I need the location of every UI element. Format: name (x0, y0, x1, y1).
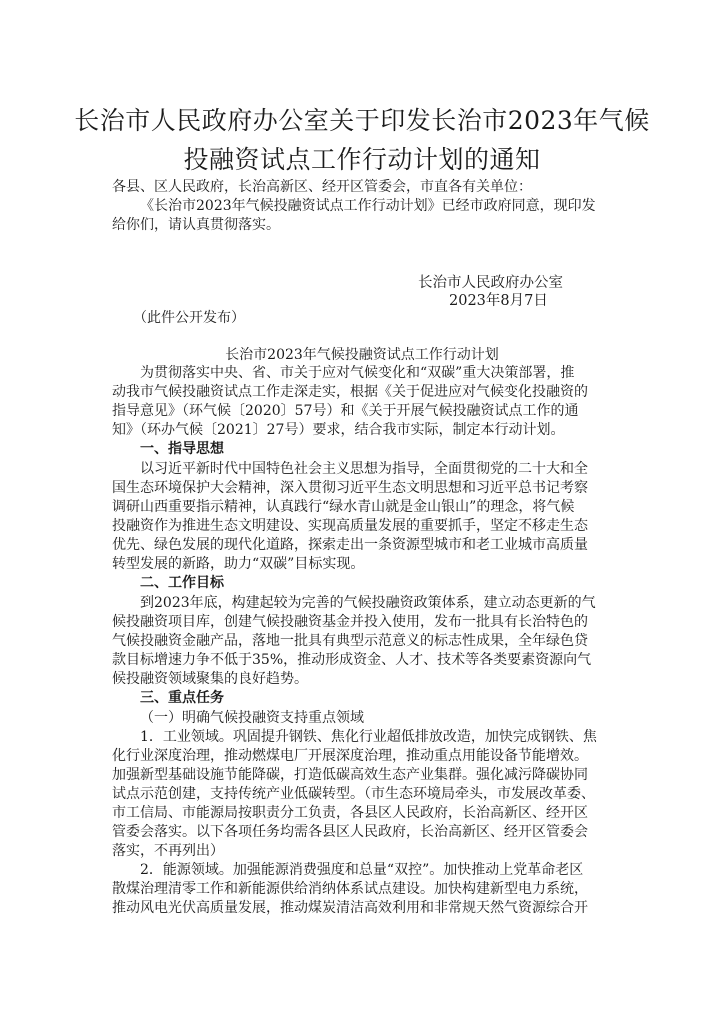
task-1-line: 管委会落实。以下各项任务均需各县区人民政府，长治高新区、经开区管委会 (112, 824, 588, 840)
section-2-heading: 二、工作目标 (140, 575, 224, 591)
intro-line: 动我市气候投融资试点工作走深走实，根据《关于促进应对气候变化投融资的 (112, 384, 588, 400)
section-2-line: 候投融资领域聚集的良好趋势。 (112, 671, 308, 687)
plan-title: 长治市2023年气候投融资试点工作行动计划 (225, 347, 499, 363)
document-title-line-1: 长治市人民政府办公室关于印发长治市2023年气候 (74, 106, 650, 135)
section-2-line: 到2023年底，构建起较为完善的气候投融资政策体系，建立动态更新的气 (140, 595, 596, 611)
signature-organization: 长治市人民政府办公室 (418, 275, 563, 291)
section-1-line: 调研山西重要指示精神，认真践行“绿水青山就是金山银山”的理念，将气候 (112, 499, 575, 515)
task-1-line: 1．工业领域。巩固提升钢铁、焦化行业超低排放改造，加快完成钢铁、焦 (140, 729, 597, 745)
section-2-line: 气候投融资金融产品，落地一批具有典型示范意义的标志性成果，全年绿色贷 (112, 633, 588, 649)
section-2-line: 款目标增速力争不低于35%，推动形成资金、人才、技术等各类要素资源向气 (112, 652, 592, 668)
task-1-line: 加强新型基础设施节能降碳，打造低碳高效生态产业集群。强化减污降碳协同 (112, 767, 588, 783)
intro-line: 指导意见》（环气候〔2020〕57号）和《关于开展气候投融资试点工作的通 (112, 403, 579, 419)
section-3-subheading: （一）明确气候投融资支持重点领域 (140, 710, 364, 726)
signature-date: 2023年8月7日 (449, 293, 548, 309)
task-2-line: 散煤治理清零工作和新能源供给消纳体系试点建设。加快构建新型电力系统， (112, 881, 588, 897)
task-1-line: 化行业深度治理，推动燃煤电厂开展深度治理，推动重点用能设备节能增效。 (112, 748, 588, 764)
section-1-line: 投融资作为推进生态文明建设、实现高质量发展的重要抓手，坚定不移走生态 (112, 518, 588, 534)
task-2-line: 2．能源领域。加强能源消费强度和总量“双控”。加快推动上党革命老区 (140, 862, 584, 878)
task-1-line: 市工信局、市能源局按职责分工负责，各县区人民政府，长治高新区、经开区 (112, 805, 588, 821)
section-1-heading: 一、指导思想 (140, 441, 224, 457)
addressee: 各县、区人民政府，长治高新区、经开区管委会，市直各有关单位： (112, 179, 532, 195)
intro-line: 知》（环办气候〔2021〕27号）要求，结合我市实际，制定本行动计划。 (112, 422, 565, 438)
notice-body-line: 给你们，请认真贯彻落实。 (112, 217, 280, 233)
document-title-line-2: 投融资试点工作行动计划的通知 (183, 145, 541, 174)
section-1-line: 以习近平新时代中国特色社会主义思想为指导，全面贯彻党的二十大和全 (140, 461, 588, 477)
task-1-line: 试点示范创建，支持传统产业低碳转型。（市生态环境局牵头，市发展改革委、 (112, 786, 595, 802)
section-3-heading: 三、重点任务 (140, 690, 224, 706)
publish-note: （此件公开发布） (133, 310, 245, 326)
section-1-line: 转型发展的新路，助力“双碳”目标实现。 (112, 556, 365, 572)
section-1-line: 优先、绿色发展的现代化道路，探索走出一条资源型城市和老工业城市高质量 (112, 537, 588, 553)
intro-line: 为贯彻落实中央、省、市关于应对气候变化和“双碳”重大决策部署，推 (140, 365, 575, 381)
task-1-line: 落实，不再列出） (112, 843, 224, 859)
task-2-line: 推动风电光伏高质量发展，推动煤炭清洁高效利用和非常规天然气资源综合开 (112, 900, 588, 916)
section-1-line: 国生态环境保护大会精神，深入贯彻习近平生态文明思想和习近平总书记考察 (112, 480, 588, 496)
section-2-line: 候投融资项目库，创建气候投融资基金并投入使用，发布一批具有长治特色的 (112, 614, 588, 630)
notice-body-line: 《长治市2023年气候投融资试点工作行动计划》已经市政府同意，现印发 (140, 198, 596, 214)
